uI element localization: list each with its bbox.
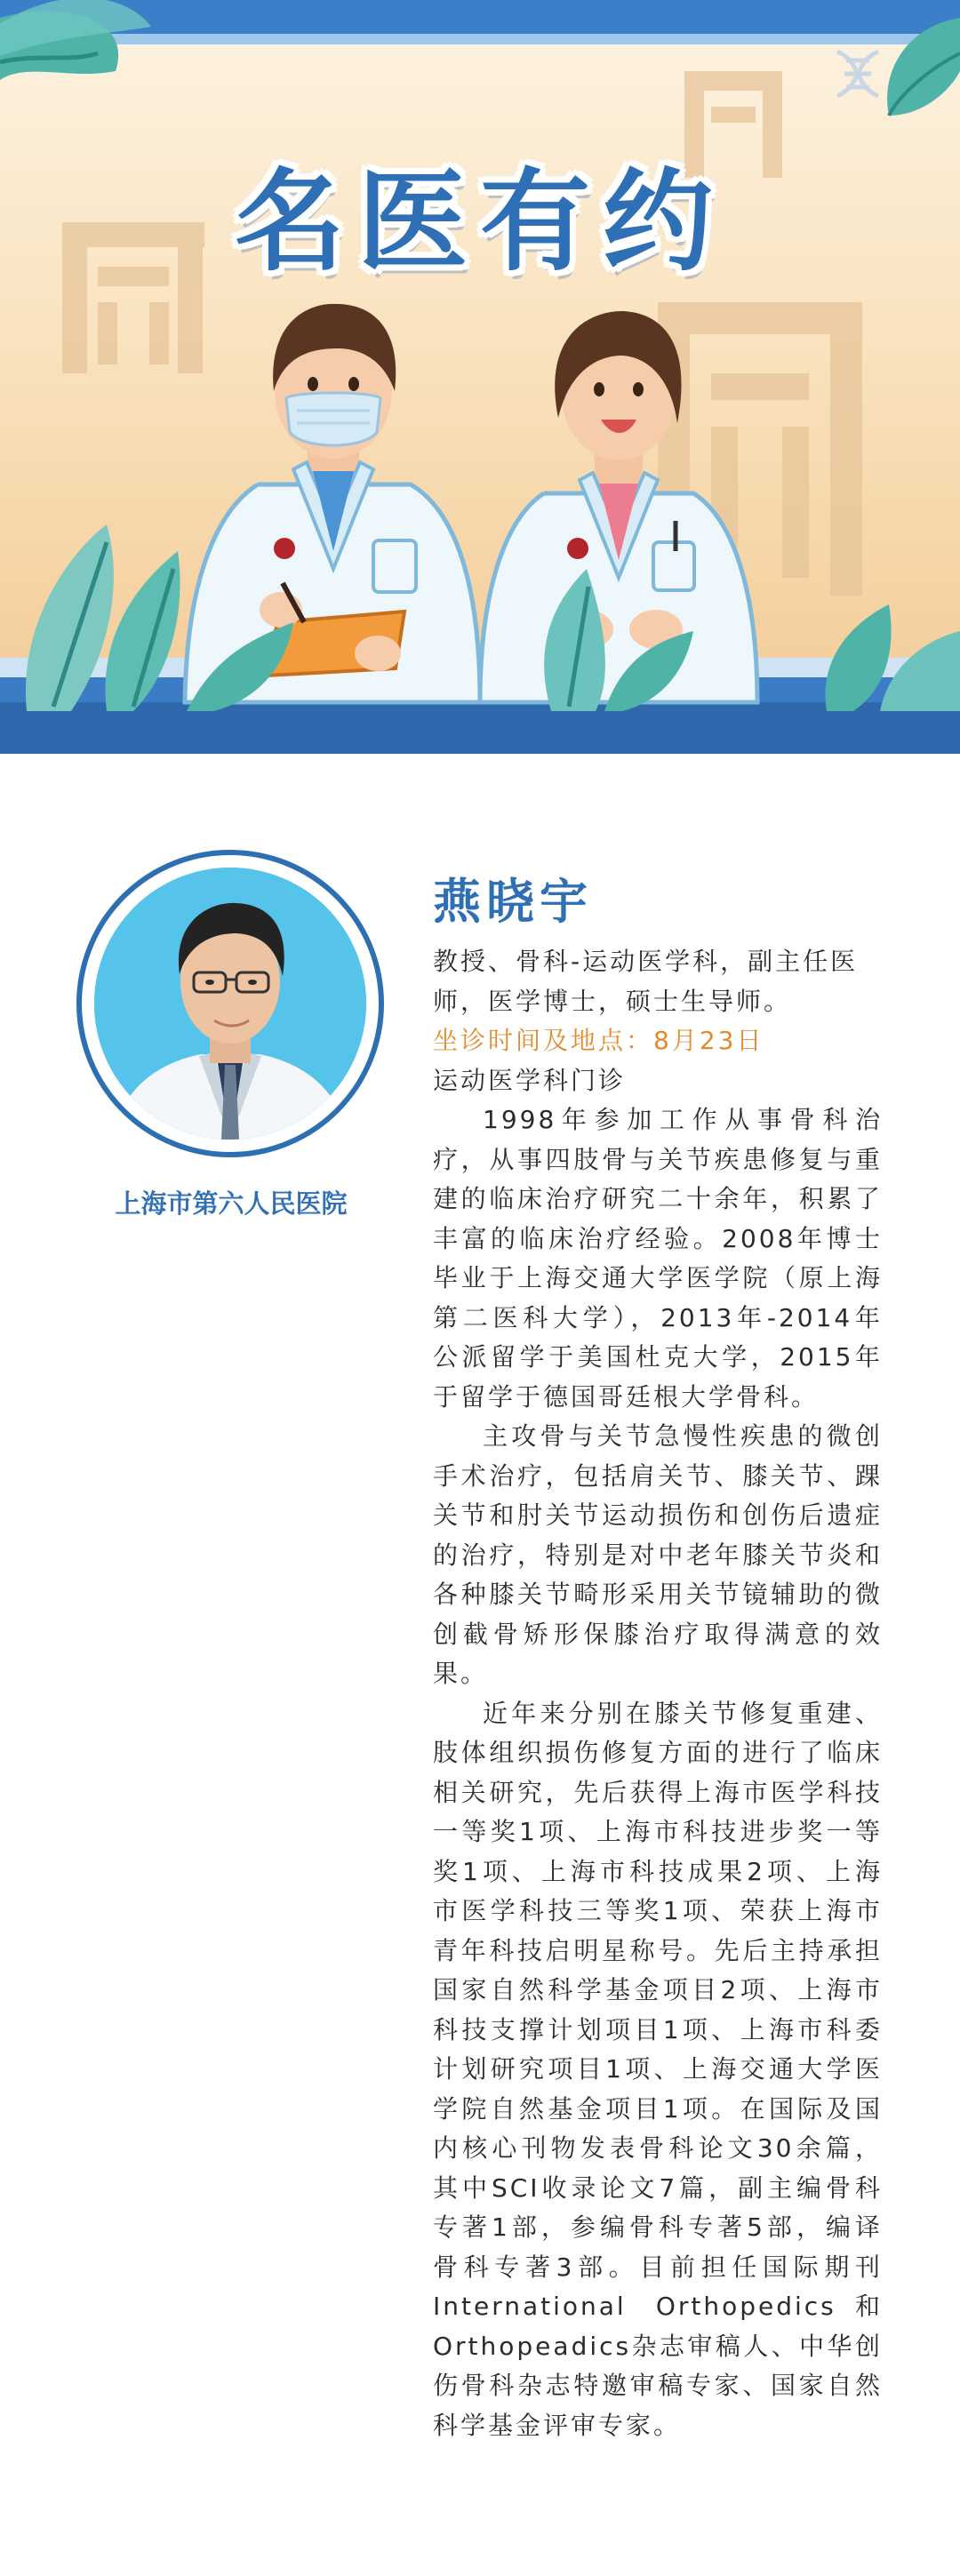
banner-illustration: [0, 0, 960, 754]
bio-paragraph: 近年来分别在膝关节修复重建、肢体组织损伤修复方面的进行了临床相关研究，先后获得上海市医学科技一等奖1项、上海市科技进步奖一等奖1项、上海市科技成果2项、上海市医学科技三等奖1项、荣获上海市青年科技启明星称号。先后主持承担国家自然科学基金项目2项、上海市科技支撑计划项目1项、上海市科委计划研究项目1项、上海交通大学医学院自然基金项目1项。在国际及国内核心刊物发表骨科论文30余篇，其中SCI收录论文7篇，副主编骨科专著1部，参编骨科专著5部，编译骨科专著3部。目前担任国际期刊International Orthopedics和Orthopeadics杂志审稿人、中华创伤骨科杂志特邀审稿专家、国家自然科学基金评审专家。: [433, 1698, 883, 2440]
doctor-avatar: [94, 868, 366, 1140]
doctor-portrait: [94, 868, 366, 1140]
doctor-name: 燕晓宇: [433, 874, 593, 930]
hospital-name: 上海市第六人民医院: [115, 1188, 348, 1219]
schedule-label: 坐诊时间及地点：8月23日: [433, 1026, 764, 1055]
male-doctor-illustration: [185, 304, 480, 702]
dna-icon: [837, 52, 878, 96]
clinic-name: 运动医学科门诊: [433, 1065, 627, 1095]
doctor-profile: [433, 942, 883, 2445]
doctor-avatar-frame: [76, 850, 384, 1157]
bio-paragraph: 1998年参加工作从事骨科治疗，从事四肢骨与关节疾患修复与重建的临床治疗研究二十余年，积累了丰富的临床治疗经验。2008年博士毕业于上海交通大学医学院（原上海第二医科大学），2013年-2014年公派留学于美国杜克大学，2015年于留学于德国哥廷根大学骨科。: [433, 1105, 883, 1412]
banner-title: 名医有约: [234, 158, 725, 286]
banner: [0, 0, 960, 754]
bio-paragraph: 主攻骨与关节急慢性疾患的微创手术治疗，包括肩关节、膝关节、踝关节和肘关节运动损伤和创伤后遗症的治疗，特别是对中老年膝关节炎和各种膝关节畸形采用关节镜辅助的微创截骨矫形保膝治疗取得满意的效果。: [433, 1421, 883, 1688]
doctor-title: 教授、骨科-运动医学科，副主任医师，医学博士，硕士生导师。: [433, 947, 859, 1016]
